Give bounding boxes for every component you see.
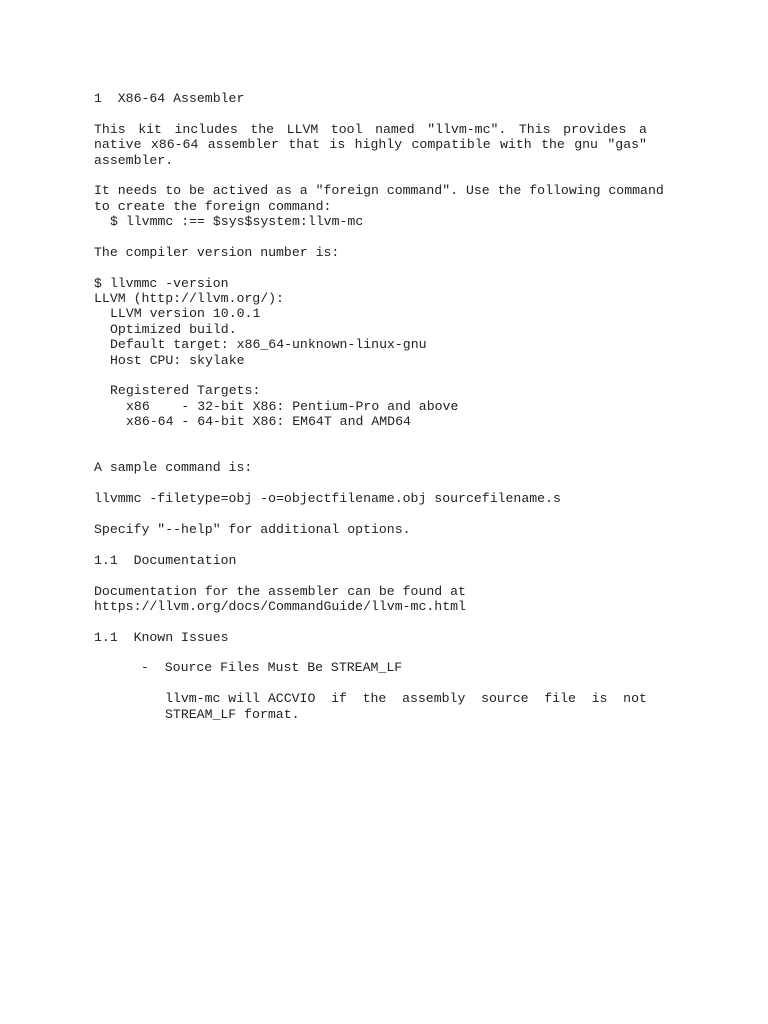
word: that [288,137,321,153]
word: a [638,121,647,137]
word: if [331,691,347,707]
sample-command: llvmmc -filetype=obj -o=objectfilename.obj sourcefilename.s [94,491,561,507]
version-command: $ llvmmc -version [94,275,229,291]
word: file [544,691,576,707]
word: with [500,137,532,153]
version-output-line: Default target: x86_64-unknown-linux-gnu [110,337,427,353]
registered-targets-label: Registered Targets: [110,383,261,399]
word: assembly [402,691,466,707]
word: "llvm-mc". [427,121,507,137]
document-page [94,91,734,722]
foreign-command-code: $ llvmmc :== $sys$system:llvm-mc [110,214,364,230]
word: This [518,121,551,137]
intro-line-3: assembler. [94,152,174,168]
word: native [94,137,142,153]
foreign-command-line-1: It needs to be actived as a "foreign command". Use the following command [94,183,664,199]
word: gnu [574,137,598,153]
version-intro: The compiler version number is: [94,244,340,260]
word: highly [354,137,403,153]
word: kit [138,121,162,137]
section-heading-documentation: 1.1 Documentation [94,552,237,568]
word: named [375,121,415,137]
section-heading-assembler: 1 X86-64 Assembler [94,91,245,106]
intro-line-2 [94,137,647,152]
foreign-command-line-2: to create the foreign command: [94,198,332,214]
version-output-line: LLVM version 10.0.1 [110,306,261,322]
intro-line-1 [94,122,647,137]
sample-intro: A sample command is: [94,460,253,476]
registered-target-item: x86-64 - 64-bit X86: EM64T and AMD64 [126,414,411,430]
word: source [481,691,529,707]
documentation-url: https://llvm.org/docs/CommandGuide/llvm-mc.html [94,598,466,614]
word: is [591,691,608,707]
word: is [329,137,346,153]
registered-target-item: x86 - 32-bit X86: Pentium-Pro and above [126,398,459,414]
known-issue-body-line-2: STREAM_LF format. [165,706,300,722]
version-output-line: Host CPU: skylake [110,352,245,368]
word: provides [563,121,627,137]
word: assembler [207,137,279,153]
help-note: Specify "--help" for additional options. [94,521,411,537]
word: compatible [411,137,491,153]
section-heading-known-issues: 1.1 Known Issues [94,629,229,645]
documentation-line: Documentation for the assembler can be found at [94,583,466,599]
word: LLVM [286,121,319,137]
version-output-line: LLVM (http://llvm.org/): [94,291,284,307]
version-output-line: Optimized build. [110,321,237,337]
known-issue-bullet: - Source Files Must Be STREAM_LF [141,660,403,676]
word: This [94,121,126,137]
word: tool [330,121,363,137]
word: includes [174,121,238,137]
known-issue-body-line-1 [94,691,647,706]
word: x86-64 [150,137,199,153]
word: "gas" [607,137,647,153]
word: llvm-mc will ACCVIO [165,691,316,707]
word: not [623,691,647,707]
word: the [250,121,275,137]
word: the [362,691,387,707]
word: the [541,137,565,153]
